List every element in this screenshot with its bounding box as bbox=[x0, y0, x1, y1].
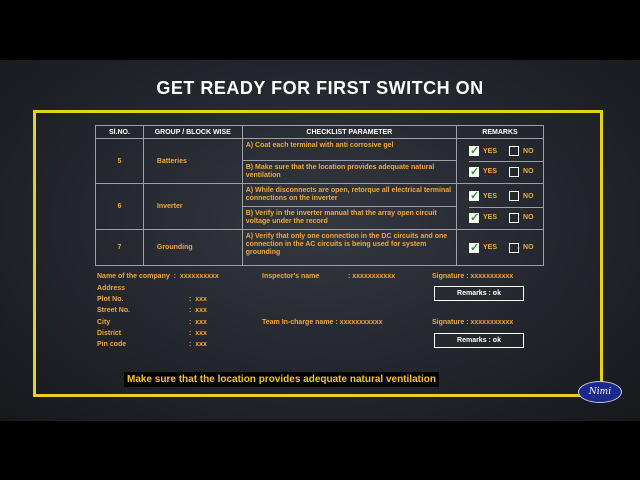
company-name-value: xxxxxxxxxx bbox=[179, 273, 219, 280]
company-name-label: Name of the company : xxxxxxxxxx bbox=[97, 273, 219, 280]
row-params bbox=[242, 139, 456, 184]
remarks-options bbox=[469, 161, 543, 181]
remarks-options bbox=[469, 207, 543, 228]
yes-label: YES bbox=[483, 192, 498, 200]
pincode-label: Pin code bbox=[97, 341, 127, 348]
table-row bbox=[96, 230, 544, 266]
subtitle-caption: Make sure that the location provides adequate natural ventilation bbox=[124, 372, 439, 387]
remarks-options bbox=[469, 141, 543, 161]
yes-label: YES bbox=[483, 214, 498, 221]
yes-checkbox[interactable] bbox=[469, 191, 479, 201]
no-label: NO bbox=[523, 147, 534, 155]
yes-label: YES bbox=[483, 147, 498, 155]
no-label: NO bbox=[523, 192, 534, 200]
row-group: Batteries bbox=[143, 139, 242, 184]
yes-checkbox[interactable] bbox=[469, 146, 479, 156]
no-checkbox[interactable] bbox=[509, 167, 519, 177]
yes-checkbox[interactable] bbox=[469, 167, 479, 177]
street-label: Street No. bbox=[97, 307, 131, 314]
row-remarks bbox=[457, 184, 544, 230]
plot-value: : xxx bbox=[189, 296, 207, 303]
no-label: NO bbox=[523, 244, 534, 251]
table-row bbox=[96, 139, 544, 184]
yes-label: YES bbox=[483, 244, 498, 251]
yes-checkbox[interactable] bbox=[469, 243, 479, 253]
yes-checkbox[interactable] bbox=[469, 213, 479, 223]
checklist-parameter: A) Verify that only one connection in the DC circuits and one connection in the AC circuits is being used for system grounding bbox=[245, 233, 448, 256]
address-label: Address bbox=[97, 285, 126, 292]
inspector-remarks-box: Remarks : ok bbox=[434, 286, 524, 301]
row-params bbox=[242, 184, 456, 230]
bottom-letterbox bbox=[0, 421, 640, 480]
checklist-table bbox=[95, 125, 544, 266]
plot-label: Plot No. bbox=[97, 296, 124, 303]
team-remarks-box: Remarks : ok bbox=[434, 333, 524, 348]
row-remarks bbox=[457, 139, 544, 184]
row-group: Grounding bbox=[143, 230, 242, 266]
city-label: City bbox=[97, 319, 111, 326]
district-label: District bbox=[97, 330, 122, 337]
header-group: GROUP / BLOCK WISE bbox=[143, 126, 242, 139]
row-sl-number: 6 bbox=[96, 184, 144, 230]
no-checkbox[interactable] bbox=[509, 243, 519, 253]
inspector-name-label: Inspector's name bbox=[262, 273, 320, 280]
row-remarks bbox=[457, 230, 544, 266]
city-value: : xxx bbox=[189, 319, 207, 326]
team-signature: Signature : xxxxxxxxxxx bbox=[432, 319, 514, 326]
header-param: CHECKLIST PARAMETER bbox=[242, 126, 456, 139]
district-value: : xxx bbox=[189, 330, 207, 337]
street-value: : xxx bbox=[189, 307, 207, 314]
table-row bbox=[96, 184, 544, 230]
no-checkbox[interactable] bbox=[509, 146, 519, 156]
no-label: NO bbox=[523, 168, 534, 175]
checklist-parameter: A) While disconnects are open, retorque all electrical terminal connections on the inverter bbox=[245, 187, 452, 202]
row-sl-number: 7 bbox=[96, 230, 144, 266]
header-remarks: REMARKS bbox=[457, 126, 544, 139]
header-sl: Sl.NO. bbox=[96, 126, 144, 139]
row-group: Inverter bbox=[143, 184, 242, 230]
pincode-value: : xxx bbox=[189, 341, 207, 348]
team-incharge-label: Team In-charge name : xxxxxxxxxxx bbox=[262, 319, 383, 326]
no-checkbox[interactable] bbox=[509, 191, 519, 201]
yes-label: YES bbox=[483, 168, 498, 175]
row-sl-number: 5 bbox=[96, 139, 144, 184]
nimi-logo: Nimi bbox=[578, 381, 622, 403]
no-label: NO bbox=[523, 214, 534, 221]
row-params bbox=[242, 230, 456, 266]
top-letterbox bbox=[0, 0, 640, 60]
remarks-options bbox=[469, 186, 543, 207]
inspector-signature: Signature : xxxxxxxxxxx bbox=[432, 273, 514, 280]
checklist-parameter: A) Coat each terminal with anti corrosive gel bbox=[245, 142, 394, 149]
checklist-parameter: B) Make sure that the location provides adequate natural ventilation bbox=[243, 160, 456, 182]
remarks-options bbox=[469, 231, 543, 264]
checklist-parameter: B) Verify in the inverter manual that the array open circuit voltage under the record bbox=[243, 206, 456, 228]
table-header-row bbox=[96, 126, 544, 139]
inspector-name-value: : xxxxxxxxxxx bbox=[348, 273, 396, 280]
no-checkbox[interactable] bbox=[509, 213, 519, 223]
slide-title: GET READY FOR FIRST SWITCH ON bbox=[156, 78, 484, 98]
